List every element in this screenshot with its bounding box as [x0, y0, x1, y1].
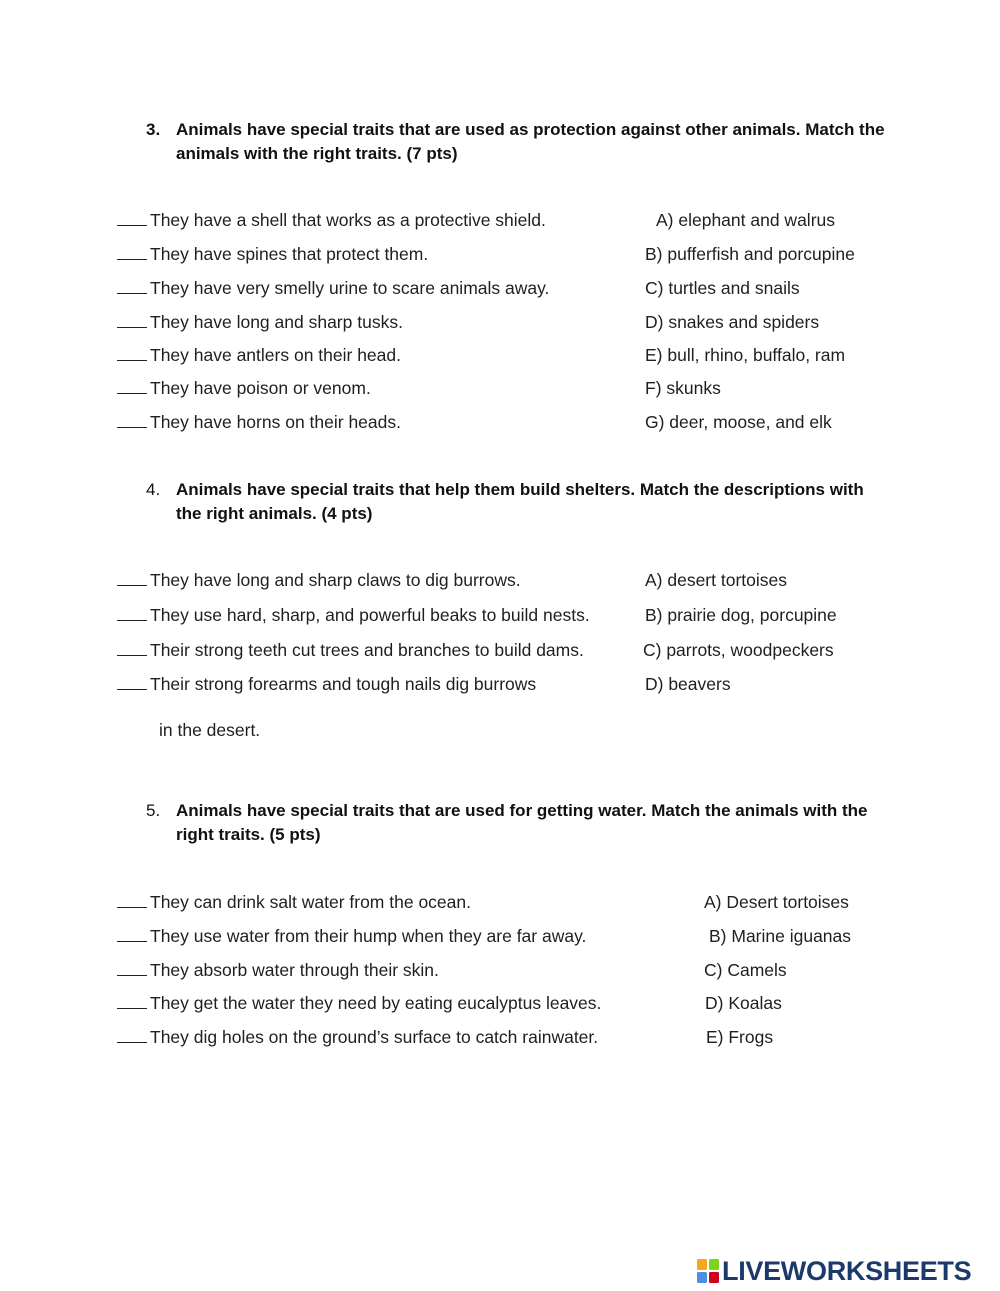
- question-text: Animals have special traits that help them build shelters. Match the descriptions with the right animals. (4 pts): [176, 480, 864, 523]
- answer-blank[interactable]: [117, 277, 147, 294]
- statement-row: [117, 311, 403, 333]
- question-text: Animals have special traits that are used as protection against other animals. Match the animals with the right traits. (7 pts): [176, 120, 885, 163]
- statement-row: [117, 673, 536, 695]
- logo-text: LIVEWORKSHEETS: [722, 1255, 972, 1286]
- liveworksheets-logo: [696, 1255, 971, 1287]
- statement-row: [117, 377, 371, 399]
- statement-text: They have very smelly urine to scare animals away.: [150, 278, 550, 298]
- statement-row: [117, 411, 401, 433]
- statement-row: [117, 639, 584, 661]
- statement-text: They have poison or venom.: [150, 378, 371, 398]
- statement-text: They have long and sharp tusks.: [150, 312, 403, 332]
- answer-blank[interactable]: [117, 891, 147, 908]
- choice-a: A) elephant and walrus: [656, 210, 835, 230]
- choice-d: D) Koalas: [705, 993, 782, 1013]
- answer-blank[interactable]: [117, 243, 147, 260]
- answer-blank[interactable]: [117, 344, 147, 361]
- statement-text: They have long and sharp claws to dig burrows.: [150, 570, 521, 590]
- question-text: Animals have special traits that are used for getting water. Match the animals with the right traits. (5 pts): [176, 801, 868, 844]
- answer-blank[interactable]: [117, 311, 147, 328]
- choice-a: A) Desert tortoises: [704, 892, 849, 912]
- statement-row: [117, 344, 401, 366]
- statement-text: They have horns on their heads.: [150, 412, 401, 432]
- statement-row: [117, 209, 546, 231]
- answer-blank[interactable]: [117, 1026, 147, 1043]
- statement-row: [117, 277, 549, 299]
- choice-c: C) Camels: [704, 960, 787, 980]
- question-4-title: [146, 478, 886, 526]
- statement-text: They absorb water through their skin.: [150, 960, 439, 980]
- choice-a: A) desert tortoises: [645, 570, 787, 590]
- answer-blank[interactable]: [117, 209, 147, 226]
- statement-text: They get the water they need by eating eucalyptus leaves.: [150, 993, 602, 1013]
- choice-c: C) parrots, woodpeckers: [643, 640, 834, 660]
- logo-blocks-icon: [696, 1258, 720, 1284]
- answer-blank[interactable]: [117, 377, 147, 394]
- answer-blank[interactable]: [117, 925, 147, 942]
- statement-row: [117, 243, 428, 265]
- statement-text: Their strong forearms and tough nails dig burrows: [150, 674, 537, 694]
- statement-text: They use hard, sharp, and powerful beaks to build nests.: [150, 605, 590, 625]
- choice-f: F) skunks: [645, 378, 721, 398]
- statement-text: They use water from their hump when they are far away.: [150, 926, 587, 946]
- statement-text: They have a shell that works as a protective shield.: [150, 210, 546, 230]
- choice-b: B) prairie dog, porcupine: [645, 605, 837, 625]
- choice-c: C) turtles and snails: [645, 278, 800, 298]
- statement-text: They have antlers on their head.: [150, 345, 401, 365]
- choice-b: B) pufferfish and porcupine: [645, 244, 855, 264]
- answer-blank[interactable]: [117, 992, 147, 1009]
- answer-blank[interactable]: [117, 604, 147, 621]
- statement-text: Their strong teeth cut trees and branches to build dams.: [150, 640, 584, 660]
- answer-blank[interactable]: [117, 959, 147, 976]
- question-number: 4.: [146, 480, 161, 499]
- choice-e: E) Frogs: [706, 1027, 774, 1047]
- statement-row: [117, 569, 521, 591]
- question-5-title: [146, 799, 886, 847]
- choice-e: E) bull, rhino, buffalo, ram: [645, 345, 846, 365]
- statement-text: They dig holes on the ground’s surface to catch rainwater.: [150, 1027, 599, 1047]
- question-number: 5.: [146, 801, 161, 820]
- answer-blank[interactable]: [117, 569, 147, 586]
- statement-text: They have spines that protect them.: [150, 244, 429, 264]
- statement-continuation: in the desert.: [159, 720, 261, 740]
- choice-b: B) Marine iguanas: [709, 926, 852, 946]
- statement-text: They can drink salt water from the ocean.: [150, 892, 471, 912]
- statement-row: [117, 1026, 598, 1048]
- statement-row: [117, 891, 471, 913]
- choice-d: D) beavers: [645, 674, 731, 694]
- statement-row: [117, 925, 586, 947]
- answer-blank[interactable]: [117, 639, 147, 656]
- choice-g: G) deer, moose, and elk: [645, 412, 832, 432]
- question-number: 3.: [146, 120, 161, 139]
- statement-row: [117, 604, 590, 626]
- statement-row: [117, 992, 601, 1014]
- answer-blank[interactable]: [117, 673, 147, 690]
- question-3-title: [146, 118, 886, 166]
- statement-row: [117, 959, 439, 981]
- answer-blank[interactable]: [117, 411, 147, 428]
- choice-d: D) snakes and spiders: [645, 312, 820, 332]
